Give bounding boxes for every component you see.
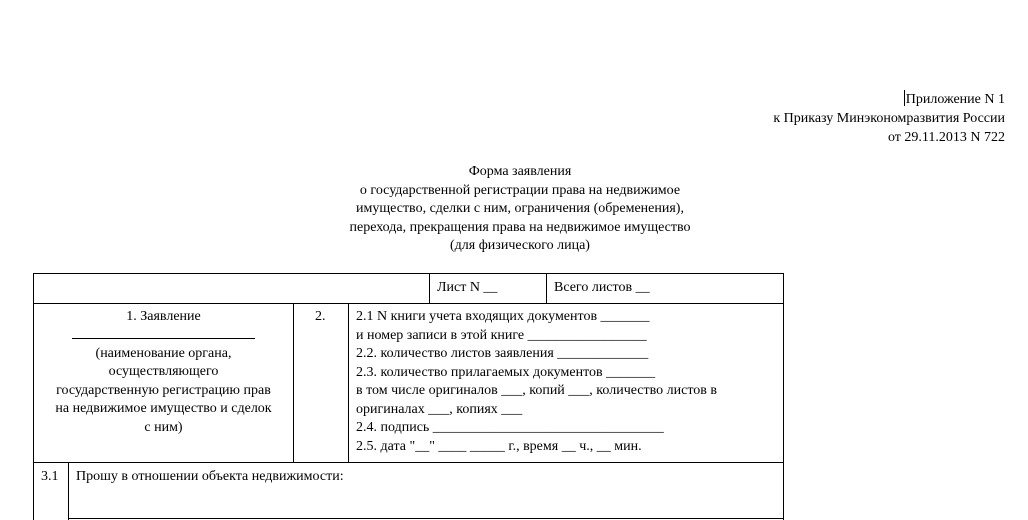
authority-name-field[interactable]	[34, 327, 293, 345]
table-border-row3	[68, 518, 784, 519]
total-sheets: Всего листов __	[554, 280, 650, 295]
form-title	[0, 163, 1028, 256]
section-2-line: 2.2. количество листов заявления _____________	[356, 346, 649, 361]
table-border-right	[783, 273, 784, 520]
section-1-note: на недвижимое имущество и сделок	[55, 401, 272, 416]
section-2-line: 2.4. подпись _________________________________	[356, 420, 664, 435]
appendix-order: к Приказу Минэкономразвития России	[773, 111, 1005, 126]
table-divider-col1	[293, 303, 294, 462]
table-border-row2	[33, 462, 784, 463]
table-divider-col2	[348, 303, 349, 462]
form-title-line: о государственной регистрации права на недвижимое	[359, 182, 681, 198]
form-title-line: имущество, сделки с ним, ограничения (обременения),	[356, 201, 684, 216]
section-2-line: 2.1 N книги учета входящих документов _______	[356, 309, 650, 324]
section-2-line: оригиналах ___, копиях ___	[356, 401, 523, 417]
section-1-note: осуществляющего	[108, 364, 219, 379]
section-2-line: в том числе оригиналов ___, копий ___, количество листов в	[356, 383, 717, 398]
appendix-number: Приложение N 1	[905, 92, 1005, 107]
text-cursor	[904, 90, 905, 106]
table-divider-sheet	[429, 273, 430, 303]
form-title-line: перехода, прекращения права на недвижимое имущество	[349, 219, 691, 235]
form-title-line: (для физического лица)	[450, 238, 590, 253]
section-2-line: 2.3. количество прилагаемых документов _______	[356, 364, 656, 380]
form-title-line: Форма заявления	[468, 164, 572, 179]
appendix-header	[773, 90, 1005, 147]
section-1-statement	[34, 308, 293, 437]
table-border-row1	[33, 303, 784, 304]
section-2-line: 2.5. дата "__" ____ _____ г., время __ ч., __ мин.	[356, 438, 642, 454]
section-1-note: с ним)	[144, 419, 183, 435]
section-3-1-number: 3.1	[41, 469, 59, 484]
appendix-date: от 29.11.2013 N 722	[887, 130, 1005, 145]
table-divider-31	[68, 462, 69, 520]
section-1-note: (наименование органа,	[95, 345, 232, 361]
section-1-title: 1. Заявление	[126, 309, 201, 324]
section-2-details	[356, 308, 717, 456]
table-divider-total	[546, 273, 547, 303]
section-2-number: 2.	[315, 309, 326, 324]
section-3-1-text: Прошу в отношении объекта недвижимости:	[76, 469, 344, 484]
table-border-top	[33, 273, 784, 274]
section-1-note: государственную регистрацию прав	[56, 382, 271, 398]
section-2-line: и номер записи в этой книге _________________	[356, 327, 647, 343]
sheet-number: Лист N __	[437, 280, 498, 295]
